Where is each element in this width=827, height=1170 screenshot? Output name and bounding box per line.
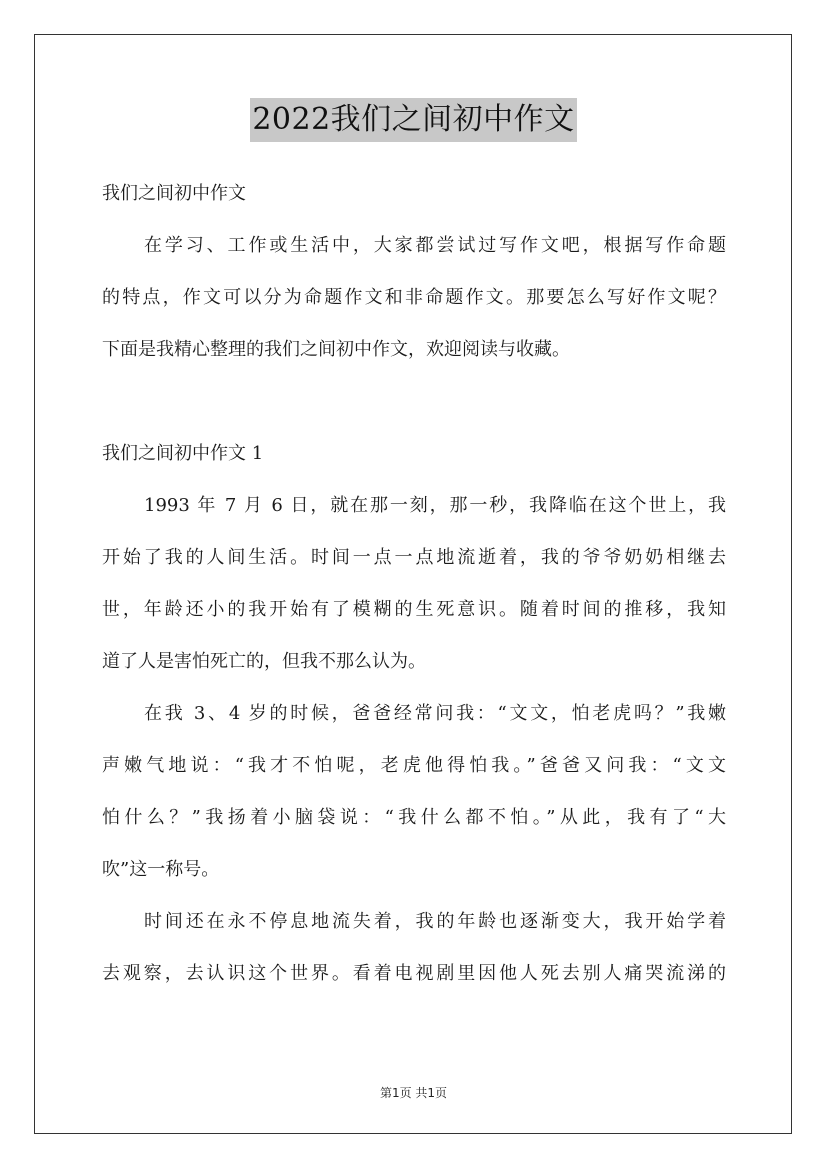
- intro-paragraph: [102, 220, 726, 376]
- essay-paragraph-2: [102, 688, 726, 896]
- paragraph-line: 道了人是害怕死亡的，但我不那么认为。: [102, 651, 426, 672]
- document-body: [102, 168, 726, 1000]
- section-heading: 我们之间初中作文 1: [102, 443, 264, 464]
- paragraph-gap: [102, 376, 726, 428]
- paragraph-line: 吹”这一称号。: [102, 859, 220, 880]
- paragraph-line: 怕什么？”我扬着小脑袋说：“我什么都不怕。”从此，我有了“大: [102, 807, 726, 828]
- paragraph-line: 时间还在永不停息地流失着，我的年龄也逐渐变大，我开始学着: [144, 911, 726, 932]
- paragraph-line: 在我 3、4 岁的时候，爸爸经常问我：“文文，怕老虎吗？”我嫩: [144, 703, 726, 724]
- essay-paragraph-3: [102, 896, 726, 1000]
- paragraph-line: 开始了我的人间生活。时间一点一点地流逝着，我的爷爷奶奶相继去: [102, 547, 726, 568]
- title-container: [0, 98, 827, 142]
- document-title: 2022我们之间初中作文: [250, 98, 576, 142]
- paragraph-line: 声嫩气地说：“我才不怕呢，老虎他得怕我。”爸爸又问我：“文文: [102, 755, 726, 776]
- intro-line: 下面是我精心整理的我们之间初中作文，欢迎阅读与收藏。: [102, 339, 570, 360]
- paragraph-line: 世，年龄还小的我开始有了模糊的生死意识。随着时间的推移，我知: [102, 599, 726, 620]
- paragraph-line: 去观察，去认识这个世界。看着电视剧里因他人死去别人痛哭流涕的: [102, 963, 726, 984]
- paragraph-line: 1993 年 7 月 6 日，就在那一刻，那一秒，我降临在这个世上，我: [144, 495, 726, 516]
- intro-line: 的特点，作文可以分为命题作文和非命题作文。那要怎么写好作文呢？: [102, 287, 726, 308]
- intro-line: 在学习、工作或生活中，大家都尝试过写作文吧，根据写作命题: [144, 235, 726, 256]
- essay-paragraph-1: [102, 480, 726, 688]
- page-footer: 第1页 共1页: [379, 1086, 448, 1100]
- intro-heading: 我们之间初中作文: [102, 183, 246, 204]
